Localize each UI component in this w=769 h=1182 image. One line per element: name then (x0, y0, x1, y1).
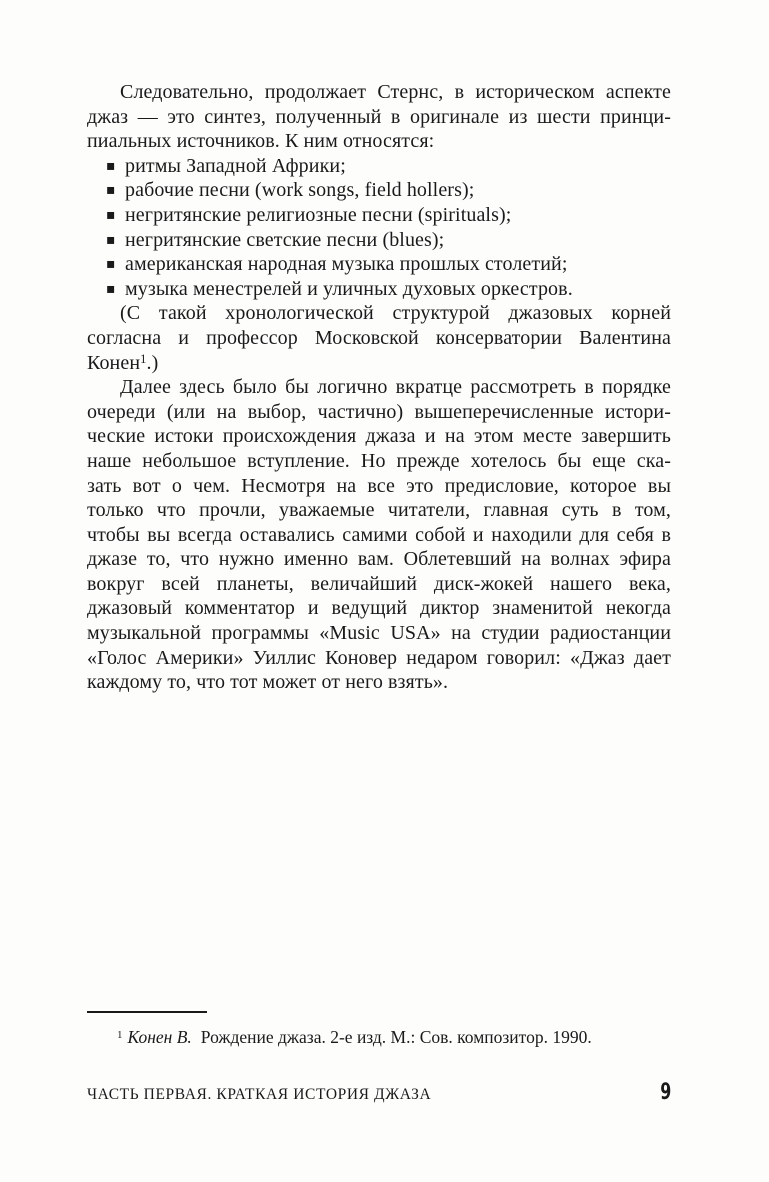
text-fragment: Конен (87, 351, 141, 374)
footnote-text: Рождение джаза. 2-е изд. М.: Сов. композитор. 1990. (200, 1027, 592, 1047)
paragraph-conclusion (87, 375, 671, 695)
list-item (87, 252, 671, 277)
list-item-text: негритянские светские песни (blues); (125, 228, 445, 251)
footnote-divider (87, 1011, 207, 1013)
running-title: ЧАСТЬ ПЕРВАЯ. КРАТКАЯ ИСТОРИЯ ДЖАЗА (87, 1086, 432, 1103)
text-line: очереди (или на выбор, частично) вышеперечисленные истори- (87, 400, 671, 423)
list-item-text: американская народная музыка прошлых столетий; (125, 253, 568, 276)
square-bullet-icon: ▪ (106, 157, 116, 174)
footnote (87, 1026, 671, 1048)
square-bullet-icon: ▪ (106, 182, 116, 199)
text-line: джаз — это синтез, полученный в оригинале из шести принци- (87, 105, 671, 128)
paragraph-konen-note (87, 301, 671, 375)
text-fragment: .) (146, 351, 159, 374)
list-item-text: негритянские религиозные песни (spirituals); (125, 203, 512, 226)
text-line: каждому то, что тот может от него взять». (87, 671, 449, 694)
page-footer (87, 1082, 671, 1104)
list-item-text: музыка менестрелей и уличных духовых оркестров. (125, 277, 573, 300)
paragraph-intro (87, 80, 671, 154)
list-item (87, 203, 671, 228)
list-item-text: ритмы Западной Африки; (125, 154, 346, 177)
text-line: музыкальной программы «Music USA» на студии радиостанции (87, 622, 671, 645)
page-number: 9 (659, 1080, 671, 1105)
text-line: согласна и профессор Московской консерватории Валентина (87, 326, 671, 349)
footnote-reference: 1 (140, 351, 147, 366)
text-line: (С такой хронологической структурой джазовых корней (120, 302, 671, 325)
list-item (87, 277, 671, 302)
list-item (87, 228, 671, 253)
text-line: Далее здесь было бы логично вкратце рассмотреть в порядке (120, 376, 671, 399)
text-line: джазе то, что нужно именно вам. Облетевший на волнах эфира (87, 548, 671, 571)
text-line: чтобы вы всегда оставались самими собой и находили для себя в (87, 523, 671, 546)
jazz-sources-list (87, 154, 671, 302)
list-item (87, 178, 671, 203)
footnote-number: 1 (117, 1029, 123, 1041)
square-bullet-icon: ▪ (106, 280, 116, 297)
text-line: «Голос Америки» Уиллис Коновер недаром говорил: «Джаз дает (87, 646, 671, 669)
text-line: пиальных источников. К ним относятся: (87, 130, 435, 153)
text-line: вокруг всей планеты, величайший диск-жокей нашего века, (87, 572, 671, 595)
text-line: зать вот о чем. Несмотря на все это предисловие, которое вы (87, 474, 671, 497)
text-line (87, 351, 671, 376)
text-line: джазовый комментатор и ведущий диктор знаменитой некогда (87, 597, 671, 620)
square-bullet-icon: ▪ (106, 231, 116, 248)
list-item-text: рабочие песни (work songs, field hollers); (125, 179, 475, 202)
text-line: ческие истоки происхождения джаза и на этом месте завершить (87, 425, 671, 448)
square-bullet-icon: ▪ (106, 206, 116, 223)
square-bullet-icon: ▪ (106, 256, 116, 273)
text-line: только что прочли, уважаемые читатели, главная суть в том, (87, 499, 671, 522)
text-line: наше небольшое вступление. Но прежде хотелось бы еще ска- (87, 449, 671, 472)
footnote-author: Конен В. (127, 1027, 192, 1047)
list-item (87, 154, 671, 179)
main-text-block (87, 80, 671, 695)
text-line: Следовательно, продолжает Стернс, в историческом аспекте (120, 81, 671, 103)
